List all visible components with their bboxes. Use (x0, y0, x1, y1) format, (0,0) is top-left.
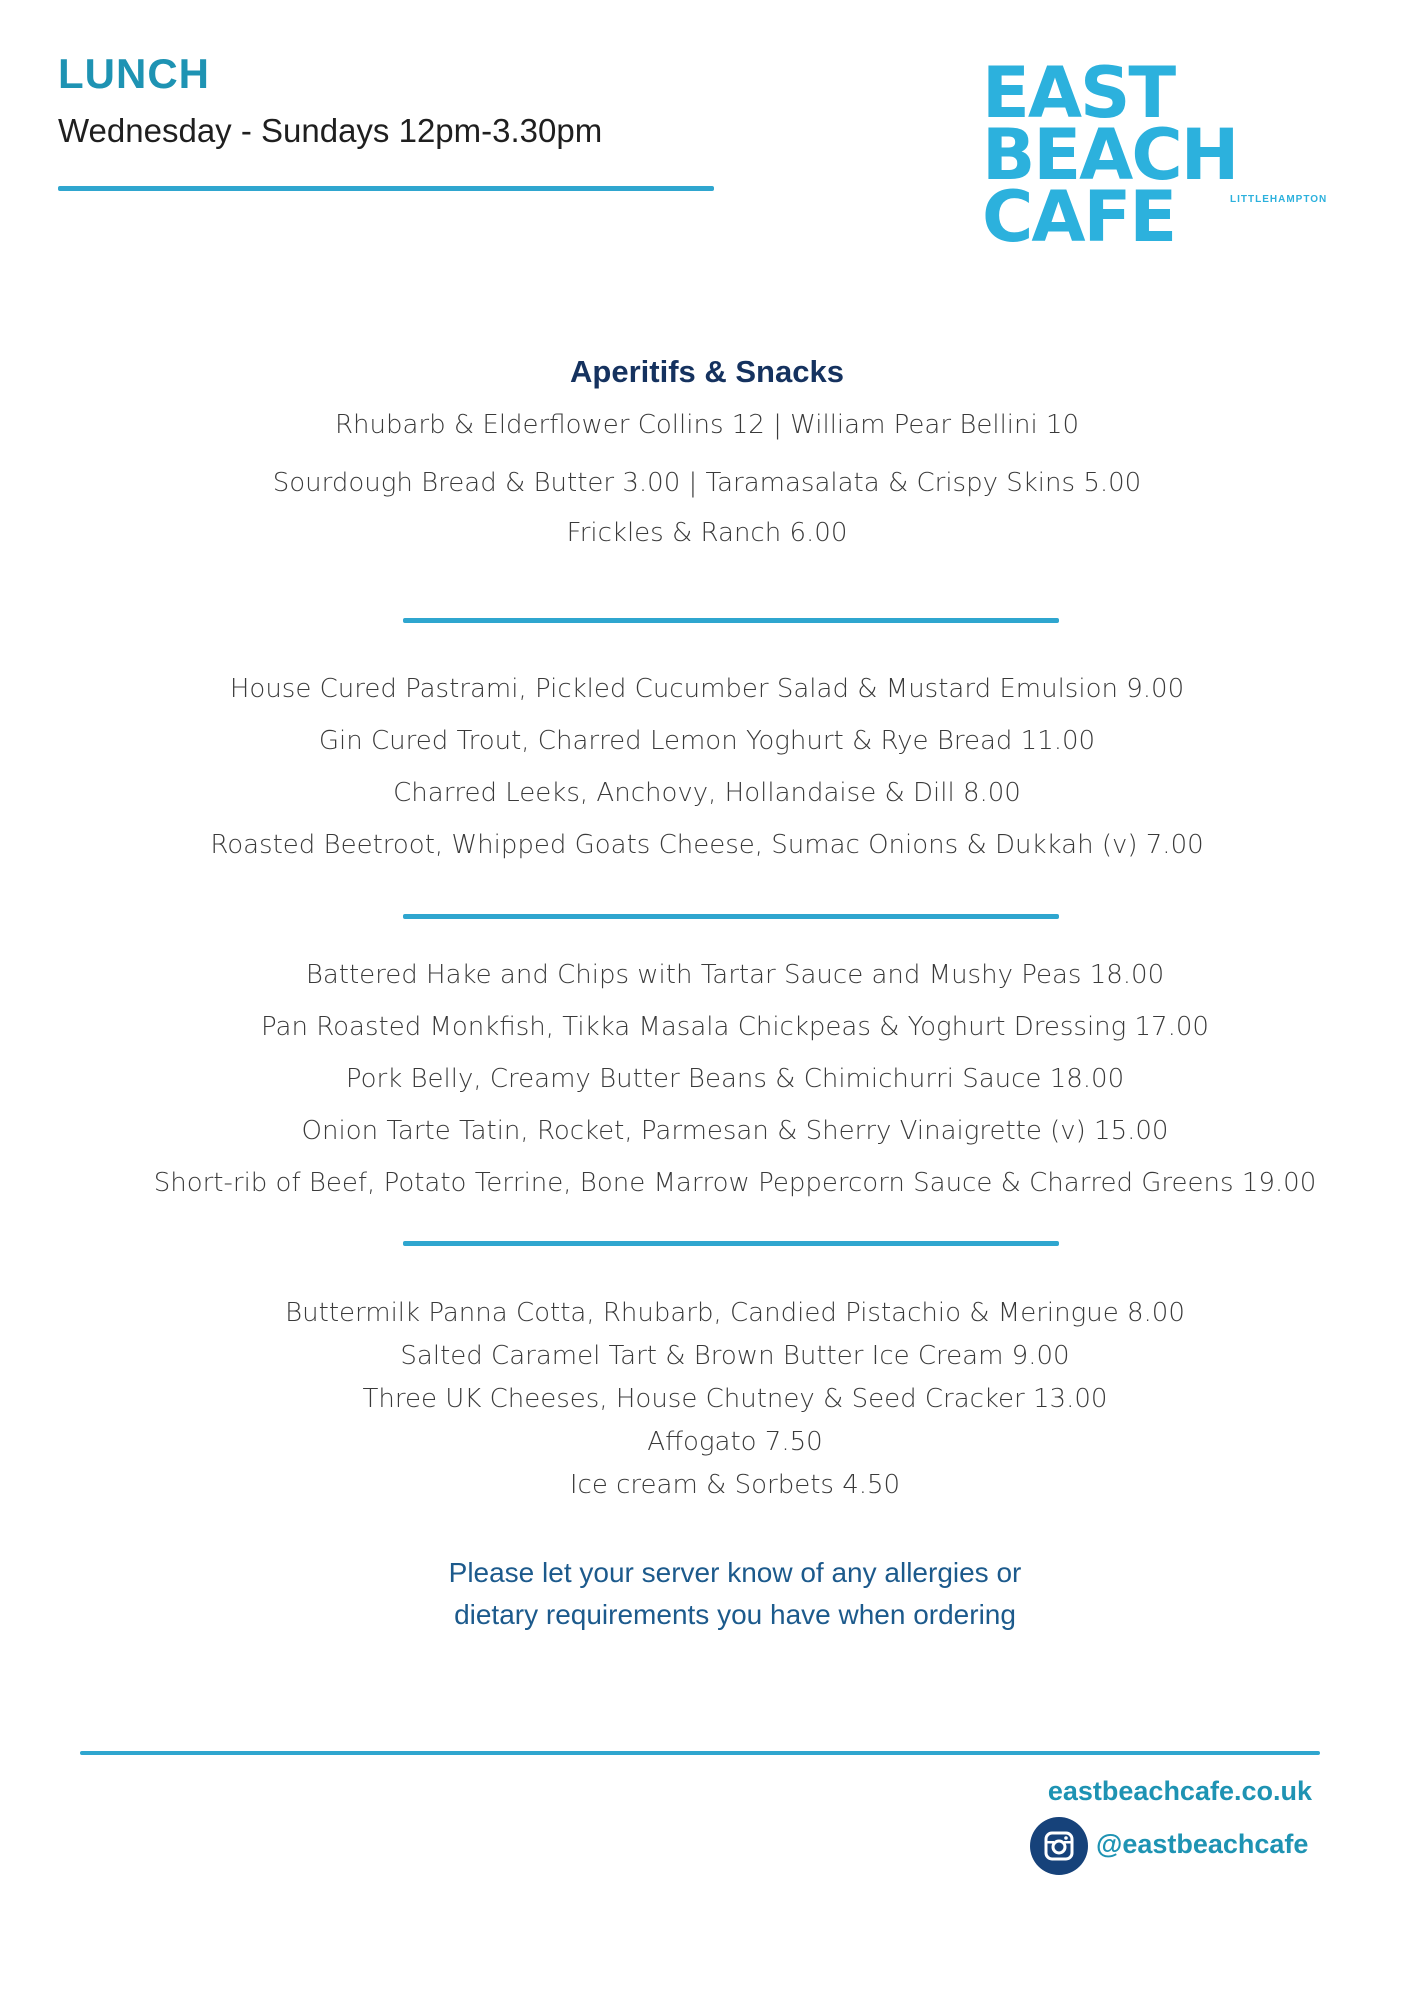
starter-item: Charred Leeks, Anchovy, Hollandaise & Dill 8.00 (393, 778, 1021, 808)
logo-line-beach: BEACH (982, 114, 1238, 196)
aperitif-item: Rhubarb & Elderflower Collins 12 | William Pear Bellini 10 (334, 410, 1080, 440)
dessert-item: Ice cream & Sorbets 4.50 (569, 1470, 901, 1500)
main-item: Battered Hake and Chips with Tartar Sauce and Mushy Peas 18.00 (305, 960, 1165, 990)
main-item: Onion Tarte Tatin, Rocket, Parmesan & Sherry Vinaigrette (v) 15.00 (301, 1116, 1169, 1146)
logo-line-east: EAST (982, 52, 1175, 134)
logo-line-cafe: CAFE (982, 176, 1176, 258)
east-beach-cafe-logo (982, 52, 1362, 262)
section-divider (403, 618, 1059, 623)
snack-item: Sourdough Bread & Butter 3.00 | Taramasalata & Crispy Skins 5.00 (272, 468, 1142, 498)
section-divider (403, 1241, 1059, 1246)
starter-item: Gin Cured Trout, Charred Lemon Yoghurt & Rye Bread 11.00 (318, 726, 1096, 756)
header-divider (58, 186, 714, 191)
aperitifs-title: Aperitifs & Snacks (570, 354, 844, 389)
main-item: Pan Roasted Monkfish, Tikka Masala Chickpeas & Yoghurt Dressing 17.00 (261, 1012, 1209, 1042)
logo-sublabel: LITTLEHAMPTON (1230, 194, 1328, 205)
footer-divider (80, 1751, 1320, 1755)
opening-hours: Wednesday - Sundays 12pm-3.30pm (58, 112, 603, 149)
snack-item: Frickles & Ranch 6.00 (566, 518, 848, 548)
main-item: Pork Belly, Creamy Butter Beans & Chimichurri Sauce 18.00 (345, 1064, 1125, 1094)
dessert-item: Salted Caramel Tart & Brown Butter Ice Cream 9.00 (400, 1341, 1070, 1371)
dessert-item: Buttermilk Panna Cotta, Rhubarb, Candied Pistachio & Meringue 8.00 (285, 1298, 1185, 1328)
instagram-handle[interactable]: @eastbeachcafe (1096, 1829, 1309, 1859)
instagram-icon[interactable] (1030, 1817, 1088, 1875)
allergy-note-line-2: dietary requirements you have when ordering (454, 1599, 1016, 1630)
main-item: Short-rib of Beef, Potato Terrine, Bone Marrow Peppercorn Sauce & Charred Greens 19.00 (153, 1168, 1317, 1198)
allergy-note-line-1: Please let your server know of any allergies or (448, 1557, 1022, 1588)
dessert-item: Affogato 7.50 (647, 1427, 823, 1457)
menu-title: LUNCH (58, 50, 210, 97)
starter-item: Roasted Beetroot, Whipped Goats Cheese, Sumac Onions & Dukkah (v) 7.00 (210, 830, 1204, 860)
starter-item: House Cured Pastrami, Pickled Cucumber Salad & Mustard Emulsion 9.00 (229, 674, 1185, 704)
section-divider (403, 914, 1059, 919)
website-link[interactable]: eastbeachcafe.co.uk (1047, 1776, 1312, 1806)
dessert-item: Three UK Cheeses, House Chutney & Seed Cracker 13.00 (362, 1384, 1108, 1414)
